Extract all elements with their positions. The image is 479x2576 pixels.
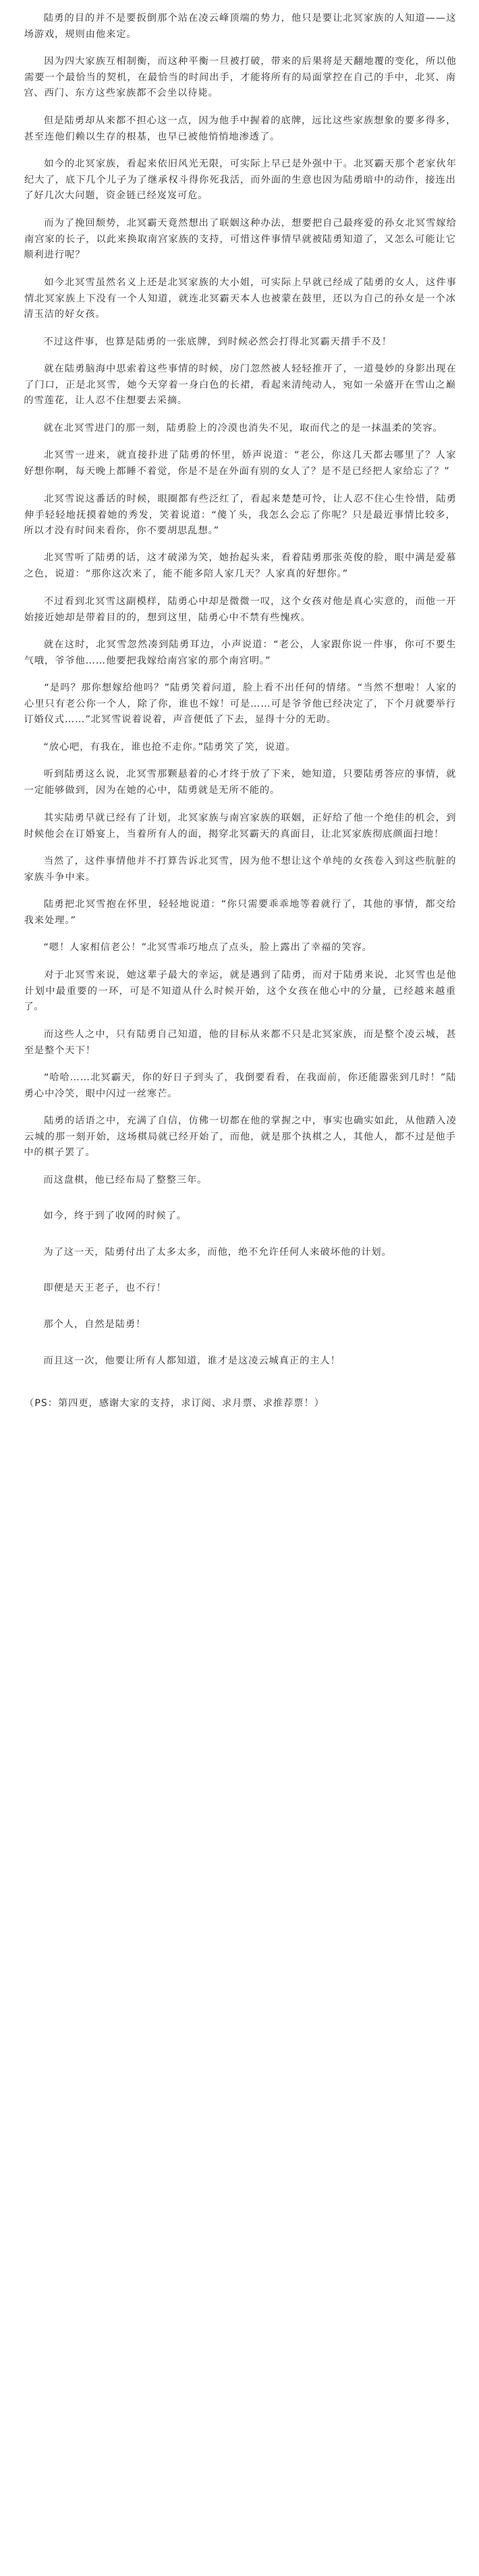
paragraph: 陆勇的话语之中，充满了自信，仿佛一切都在他的掌握之中，事实也确实如此，从他踏入凌云城的那一刻开始，这场棋局就已经开始了，而他，就是那个执棋之人，其他人，都不过是他手中的棋子罢了。 xyxy=(23,1115,457,1159)
paragraph: 如今的北冥家族，看起来依旧风光无限，可实际上早已是外强中干。北冥霸天那个老家伙年纪大了，底下几个儿子为了继承权斗得你死我活，而外面的生意也因为陆勇暗中的动作，接连出了好几次大问题，资金链已经岌岌可危。 xyxy=(23,158,457,202)
paragraph: 北冥雪一进来，就直接扑进了陆勇的怀里，娇声说道：“老公，你这几天都去哪里了？人家好想你啊，每天晚上都睡不着觉，你是不是在外面有别的女人了？是不是已经把人家给忘了？” xyxy=(24,450,457,477)
paragraph: 北冥雪听了陆勇的话，这才破涕为笑，她抬起头来，看着陆勇那张英俊的脸，眼中满是爱慕之色，说道：“那你这次来了，能不能多陪人家几天？人家真的好想你。” xyxy=(24,552,457,580)
paragraph: 但是陆勇却从来都不担心这一点，因为他手中握着的底牌，远比这些家族想象的要多得多，甚至连他们赖以生存的根基，也早已被他悄悄地渗透了。 xyxy=(24,115,457,142)
paragraph: 陆勇的目的并不是要扳倒那个站在凌云峰顶端的势力，他只是要让北冥家族的人知道——这场游戏，规则由他来定。 xyxy=(24,13,457,40)
author-note: （PS：第四更，感谢大家的支持，求订阅、求月票、求推荐票！） xyxy=(24,1398,325,1409)
paragraph: “放心吧，有我在，谁也抢不走你。”陆勇笑了笑，说道。 xyxy=(43,741,296,753)
paragraph: “嗯！人家相信老公！”北冥雪乖巧地点了点头，脸上露出了幸福的笑容。 xyxy=(43,942,373,954)
paragraph: 因为四大家族互相制衡，而这种平衡一旦被打破，带来的后果将是天翻地覆的变化，所以他需要一个最恰当的契机，在最恰当的时间出手，才能将所有的局面掌控在自己的手中，北冥、南宫、西门、东方这些家族都不会坐以待毙。 xyxy=(23,56,457,99)
article-body xyxy=(24,11,456,1424)
paragraph: 就在北冥雪进门的那一刻，陆勇脸上的冷漠也消失不见，取而代之的是一抹温柔的笑容。 xyxy=(43,422,444,434)
paragraph: 就在陆勇脑海中思索着这些事情的时候，房门忽然被人轻轻推开了，一道曼妙的身影出现在了门口，正是北冥雪，她今天穿着一身白色的长裙，看起来清纯动人，宛如一朵盛开在雪山之巅的雪莲花，让人忍不住想要去采摘。 xyxy=(23,363,457,407)
paragraph: 为了这一天，陆勇付出了太多太多，而他，绝不允许任何人来破坏他的计划。 xyxy=(43,1246,393,1258)
paragraph: 而这些人之中，只有陆勇自己知道，他的目标从来都不只是北冥家族，而是整个凌云城，甚至是整个天下！ xyxy=(24,1028,457,1056)
paragraph: 而这盘棋，他已经布局了整整三年。 xyxy=(43,1174,208,1185)
paragraph: “是吗？那你想嫁给他吗？”陆勇笑着问道，脸上看不出任何的情绪。“当然不想啦！人家的心里只有老公你一个人，除了你，谁也不嫁！可是……可是爷爷他已经决定了，下个月就要举行订婚仪式……”北冥雪说着说着，声音便低了下去，显得十分的无助。 xyxy=(23,682,457,726)
paragraph: 北冥雪说这番话的时候，眼圈都有些泛红了，看起来楚楚可怜，让人忍不住心生怜惜，陆勇伸手轻轻地抚摸着她的秀发，笑着说道：“傻丫头，我怎么会忘了你呢？只是最近事情比较多，所以才没有时间来看你，你不要胡思乱想。” xyxy=(23,493,457,536)
paragraph: 不过这件事，也算是陆勇的一张底牌，到时候必然会打得北冥霸天措手不及！ xyxy=(43,336,393,347)
paragraph: 那个人，自然是陆勇！ xyxy=(43,1319,146,1330)
paragraph: 当然了，这件事情他并不打算告诉北冥雪，因为他不想让这个单纯的女孩卷入到这些肮脏的家族斗争中来。 xyxy=(24,855,457,883)
paragraph: 听到陆勇这么说，北冥雪那颗悬着的心才终于放了下来，她知道，只要陆勇答应的事情，就一定能够做到，因为在她的心中，陆勇就是无所不能的。 xyxy=(24,769,457,796)
paragraph: 其实陆勇早就已经有了计划，北冥家族与南宫家族的联姻，正好给了他一个绝佳的机会，到时候他会在订婚宴上，当着所有人的面，揭穿北冥霸天的真面目，让北冥家族彻底颜面扫地！ xyxy=(24,812,457,840)
paragraph: 如今北冥雪虽然名义上还是北冥家族的大小姐，可实际上早就已经成了陆勇的女人，这件事情北冥家族上下没有一个人知道，就连北冥霸天本人也被蒙在鼓里，还以为自己的孙女是一个冰清玉洁的好女孩。 xyxy=(23,276,457,320)
paragraph: “哈哈……北冥霸天，你的好日子到头了，我倒要看看，在我面前，你还能嚣张到几时！”陆勇心中冷笑，眼中闪过一丝寒芒。 xyxy=(24,1072,457,1099)
paragraph: 如今，终于到了收网的时候了。 xyxy=(43,1210,188,1222)
paragraph: 即便是天王老子，也不行！ xyxy=(43,1283,167,1294)
paragraph: 不过看到北冥雪这副模样，陆勇心中却是微微一叹，这个女孩对他是真心实意的，而他一开始接近她却是带着目的的，想到这里，陆勇心中不禁有些愧疚。 xyxy=(24,595,457,623)
paragraph: 对于北冥雪来说，她这辈子最大的幸运，就是遇到了陆勇，而对于陆勇来说，北冥雪也是他计划中最重要的一环，可是不知道从什么时候开始，这个女孩在他心中的分量，已经越来越重了。 xyxy=(23,969,457,1012)
paragraph: 而为了挽回颓势，北冥霸天竟然想出了联姻这种办法，想要把自己最疼爱的孙女北冥雪嫁给南宫家的长子，以此来换取南宫家族的支持，可惜这件事情早就被陆勇知道了，又怎么可能让它顺利进行呢？ xyxy=(23,217,457,261)
paragraph: 而且这一次，他要让所有人都知道，谁才是这凌云城真正的主人！ xyxy=(43,1355,341,1366)
paragraph: 陆勇把北冥雪抱在怀里，轻轻地说道：“你只需要乖乖地等着就行了，其他的事情，都交给我来处理。” xyxy=(24,898,457,926)
paragraph: 就在这时，北冥雪忽然凑到陆勇耳边，小声说道：“老公，人家跟你说一件事，你可不要生气哦，爷爷他……他要把我嫁给南宫家的那个南宫明。” xyxy=(24,639,457,666)
